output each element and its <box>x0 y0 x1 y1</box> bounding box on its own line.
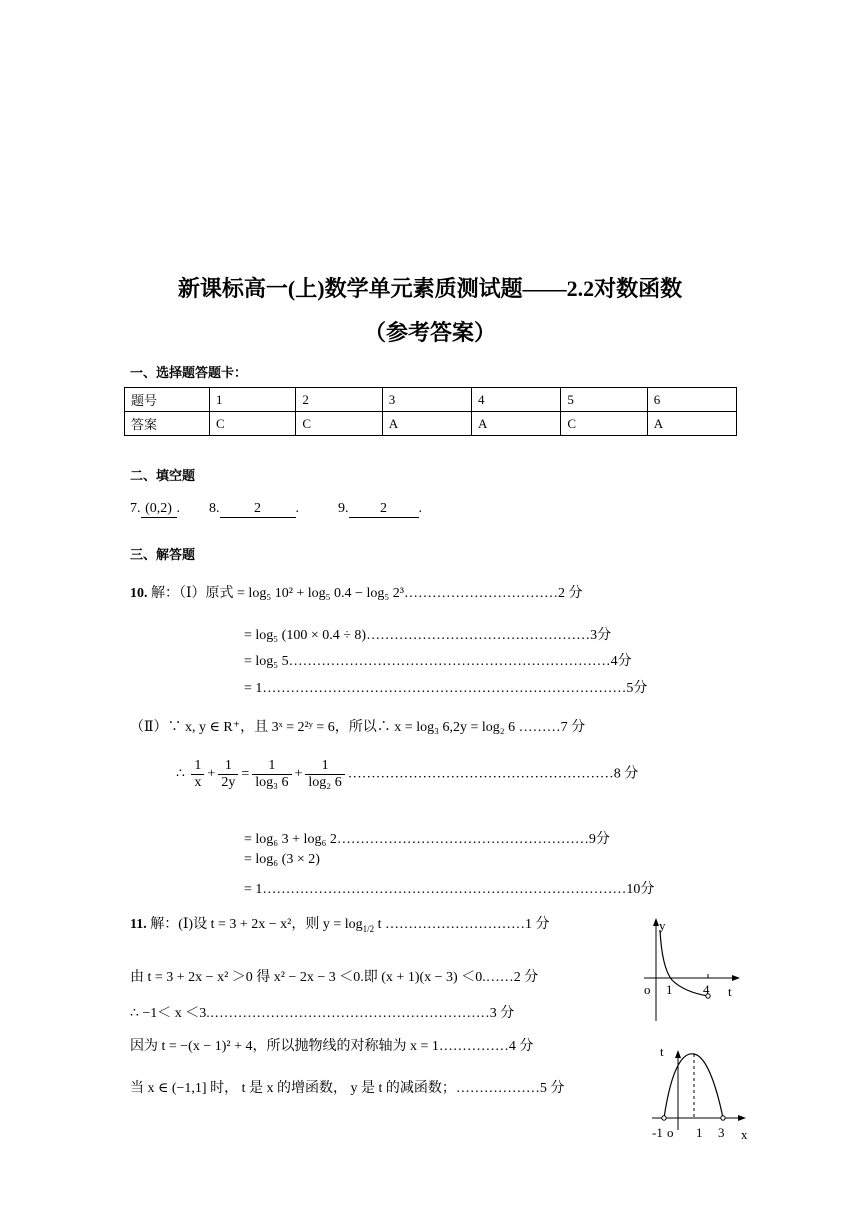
q10-line-3 <box>244 650 632 670</box>
table-cell: C <box>210 412 296 436</box>
graph1-tick-1: 1 <box>666 982 673 997</box>
table-cell: A <box>472 412 561 436</box>
table-cell: A <box>382 412 471 436</box>
fraction-denominator: log₂ 6 <box>308 775 342 790</box>
graph-log-function <box>636 916 746 1026</box>
therefore-symbol: ∴ <box>176 766 185 782</box>
page-title: 新课标高一(上)数学单元素质测试题——2.2对数函数 <box>177 276 683 301</box>
q8-answer: 2 <box>220 501 296 518</box>
q10-line-4 <box>244 677 647 697</box>
q10-line-8 <box>244 878 654 898</box>
graph1-x-label: t <box>728 984 732 999</box>
log-base: 1/2 <box>362 923 375 934</box>
fraction-numerator: 1 <box>191 758 204 775</box>
q11-step-3: ∴ −1＜ x ＜3.……………………………………………………3 分 <box>130 1006 515 1021</box>
q10-step-6-dots: ………………………………………………9分 <box>336 832 610 847</box>
endpoint-open-left <box>662 1116 666 1120</box>
table-cell: 2 <box>296 388 382 412</box>
q11-step-1: 解：(Ⅰ)设 t = 3 + 2x − x²，则 y = log <box>150 917 363 932</box>
graph2-tick-neg1: -1 <box>652 1125 663 1140</box>
fill-in-answers <box>130 501 422 518</box>
graph2-origin: o <box>667 1125 674 1140</box>
q10-step-1: = log₅ 10² + log₅ 0.4 − log₅ 2³ <box>237 586 404 601</box>
table-cell: 4 <box>472 388 561 412</box>
q10-step-3-dots: ……………………………………………………………4分 <box>288 654 632 669</box>
table-cell: 3 <box>382 388 471 412</box>
table-row <box>125 412 737 436</box>
page-subtitle: （参考答案） <box>363 320 496 345</box>
q8-label: 8. <box>209 501 220 516</box>
fraction-numerator: 1 <box>305 758 344 775</box>
q11-step-2: 由 t = 3 + 2x − x² ＞0 得 x² − 2x − 3 ＜0.即 (x + 1)(x − 3) ＜0.……2 分 <box>130 970 539 985</box>
fraction-denominator: x <box>194 775 202 790</box>
fraction <box>218 758 238 791</box>
q7-answer: (0,2) <box>141 501 177 518</box>
fraction <box>252 758 291 791</box>
q10-step-2-dots: …………………………………………3分 <box>366 628 612 643</box>
q10-step-1-dots: ……………………………2 分 <box>403 586 583 601</box>
q10-line-6 <box>244 828 610 848</box>
q10-step-6: = log₆ 3 + log₆ 2 <box>244 832 337 847</box>
graph-parabola <box>646 1044 756 1144</box>
table-row <box>125 388 737 412</box>
q10-part2: （Ⅱ）∵ x, y ∈ R⁺，且 3ˣ = 2²ʸ = 6，所以∴ x = log₃ 6,2y = log₂ 6 ………7 分 <box>130 720 586 735</box>
q10-line-1 <box>130 582 582 602</box>
graph2-tick-3: 3 <box>718 1125 725 1140</box>
graph1-tick-4: 4 <box>703 982 710 997</box>
q7-label: 7. <box>130 501 141 516</box>
q7-end: . <box>176 501 180 516</box>
x-axis-arrow <box>732 975 740 981</box>
q10-step-4-dots: ……………………………………………………………………5分 <box>262 681 648 696</box>
answer-table <box>124 387 737 436</box>
q9-label: 9. <box>338 501 349 516</box>
table-cell-header: 题号 <box>125 388 210 412</box>
table-cell-header: 答案 <box>125 412 210 436</box>
q10-fraction-dots: …………………………………………………8 分 <box>347 766 639 782</box>
q10-step-3: = log₅ 5 <box>244 654 289 669</box>
fraction-numerator: 1 <box>252 758 291 775</box>
q10-part1-intro: 解：（Ⅰ）原式 <box>151 586 234 601</box>
q8-end: . <box>295 501 299 516</box>
graph2-x-label: x <box>741 1127 748 1142</box>
q11-step-1-tail: t …………………………1 分 <box>374 917 550 932</box>
q10-step-2: = log₅ (100 × 0.4 ÷ 8) <box>244 628 367 643</box>
q9-end: . <box>418 501 422 516</box>
table-cell: 5 <box>561 388 647 412</box>
q10-step-8-dots: ……………………………………………………………………10分 <box>262 882 655 897</box>
graph2-tick-1: 1 <box>696 1125 703 1140</box>
q11-step-5: 当 x ∈ (−1,1] 时， t 是 x 的增函数， y 是 t 的减函数；………………5 分 <box>130 1081 565 1096</box>
table-cell: 6 <box>647 388 736 412</box>
fraction-denominator: log₃ 6 <box>255 775 289 790</box>
q9-answer: 2 <box>349 501 419 518</box>
graph2-y-label: t <box>660 1044 664 1059</box>
table-cell: C <box>296 412 382 436</box>
section-solve-heading: 三、解答题 <box>130 548 196 563</box>
fraction <box>305 758 344 791</box>
table-cell: A <box>647 412 736 436</box>
fraction <box>191 758 204 791</box>
t-axis-arrow <box>675 1050 681 1058</box>
q11-step-4: 因为 t = −(x − 1)² + 4，所以抛物线的对称轴为 x = 1……………4 分 <box>130 1039 534 1054</box>
graph1-origin: o <box>644 982 651 997</box>
table-cell: 1 <box>210 388 296 412</box>
q10-label: 10. <box>130 586 148 601</box>
q10-line-2 <box>244 624 611 644</box>
q11-line-1 <box>130 913 550 934</box>
section-choice-heading: 一、选择题答题卡： <box>130 366 248 381</box>
q11-label: 11. <box>130 917 147 932</box>
q10-step-7: = log₆ (3 × 2) <box>244 852 320 867</box>
q10-step-8: = 1 <box>244 882 263 897</box>
fraction-numerator: 1 <box>218 758 238 775</box>
graph1-y-label: y <box>659 918 666 933</box>
table-cell: C <box>561 412 647 436</box>
x-axis-arrow <box>738 1115 746 1121</box>
q10-fraction-line: ∴ $\frac{1}{x}$ + $\frac{1}{2y}$ = $\frac{1}{\text{log₃ 6}}$ + $\frac{1}{\text{log₂ 6}}$ …………………………………………………8 分 <box>176 758 639 790</box>
section-fill-heading: 二、填空题 <box>130 469 196 484</box>
endpoint-open-right <box>721 1116 725 1120</box>
q10-step-4: = 1 <box>244 681 263 696</box>
fraction-denominator: 2y <box>221 775 236 790</box>
